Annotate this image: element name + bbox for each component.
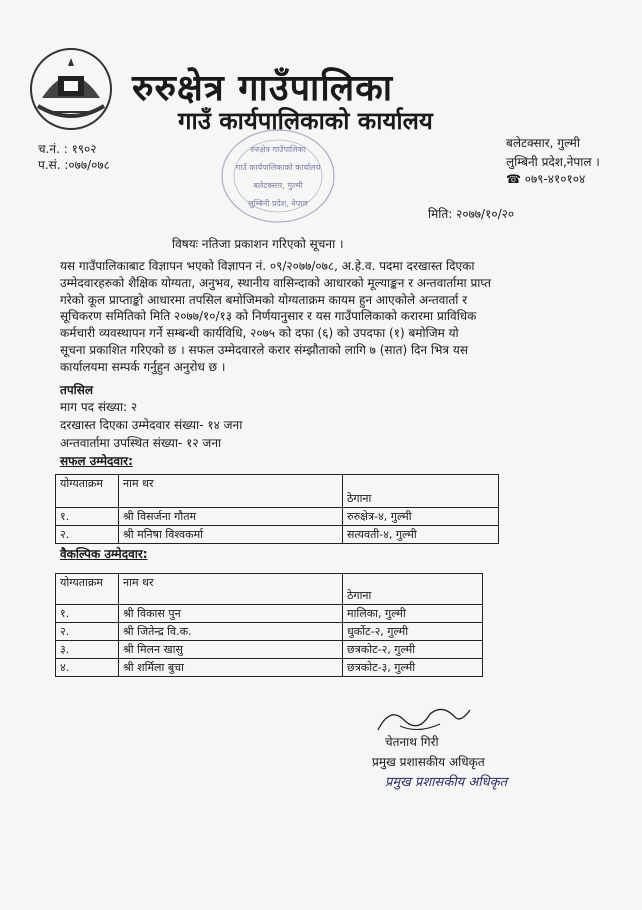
address-cell: रुरुक्षेत्र-४, गुल्मी: [343, 508, 499, 526]
table-row: [56, 659, 483, 677]
applicants-count: दरखास्त दिएका उम्मेदवार संख्या- १४ जना: [60, 418, 243, 432]
rank-cell: १.: [56, 605, 119, 623]
body-line: उम्मेदवारहरुको शैक्षिक योग्यता, अनुभव, स्थानीय वासिन्दाको आधारको मूल्याङ्कन र अन्तवार्तामा प्राप्त: [60, 275, 491, 290]
body-line: सूचिकरण समितिको मिति २०७७/१०/१३ को निर्णयानुसार र यस गाउँपालिकाको करारमा प्राविधिक: [60, 309, 477, 324]
rank-cell: २.: [56, 623, 119, 641]
body-line: गरेको कूल प्राप्ताङ्को आधारमा तपसिल बमोजिमको योग्यताक्रम कायम हुन आएकोले अन्तवार्ता र: [60, 292, 468, 307]
table-row: [56, 623, 483, 641]
body-line: सूचना प्रकाशित गरिएको छ । सफल उम्मेदवारले करार संम्झौताको लागि ७ (सात) दिन भित्र यस: [60, 342, 468, 357]
table-header-row: [56, 574, 483, 605]
municipality-title: रुरुक्षेत्र गाउँपालिका: [132, 68, 394, 109]
table-row: [56, 508, 499, 526]
name-cell: श्री जितेन्द्र वि.क.: [119, 623, 343, 641]
office-title: गाउँ कार्यपालिकाको कार्यालय: [178, 107, 433, 135]
details-heading: तपसिल: [60, 383, 94, 397]
address-cell: धुर्कोट-२, गुल्मी: [343, 623, 483, 641]
column-header: नाम थर: [119, 475, 343, 508]
subject-line: विषयः नतिजा प्रकाशन गरिएको सूचना ।: [172, 237, 344, 251]
name-cell: श्री विकास पुन: [119, 605, 343, 623]
column-header: ठेगाना: [343, 574, 483, 605]
successful-heading: सफल उम्मेदवार:: [60, 454, 133, 468]
address-cell: छत्रकोट-२, गुल्मी: [343, 641, 483, 659]
present-count: अन्तवार्तामा उपस्थित संख्या- १२ जना: [60, 436, 222, 450]
name-cell: श्री विसर्जना गौतम: [119, 508, 343, 526]
office-stamp: [218, 126, 338, 226]
successful-candidates-table: [55, 474, 499, 544]
name-cell: श्री मिलन खासु: [119, 641, 343, 659]
fiscal-year: प.सं. :०७७/०७८: [38, 158, 110, 172]
stamp-line-3: बलेटक्सार, गुल्मी: [253, 181, 303, 190]
nepal-emblem-logo: [28, 46, 114, 132]
reference-number: च.नं. : १९०२: [38, 142, 97, 156]
rank-cell: ४.: [56, 659, 119, 677]
table-row: [56, 605, 483, 623]
table-row: [56, 641, 483, 659]
alternate-candidates-table: [55, 573, 483, 677]
column-header: नाम थर: [119, 574, 343, 605]
body-line: कर्मचारी व्यवस्थापन गर्ने सम्बन्धी कार्यविधि, २०७५ को दफा (६) को उपदफा (१) बमोजिम यो: [60, 326, 459, 341]
stamp-line-2: गाउँ कार्यपालिकाको कार्यालय: [235, 163, 321, 172]
table-row: [56, 526, 499, 544]
stamp-line-4: लुम्बिनी प्रदेश, नेपाल: [248, 199, 308, 208]
rank-cell: ३.: [56, 641, 119, 659]
address-cell: सत्यवती-४, गुल्मी: [343, 526, 499, 544]
column-header: ठेगाना: [343, 475, 499, 508]
notice-body: [60, 258, 582, 376]
date: मिति: २०७७/१०/२०: [428, 207, 515, 221]
rank-cell: २.: [56, 526, 119, 544]
address-line-2: लुम्बिनी प्रदेश,नेपाल ।: [506, 155, 600, 169]
column-header: योग्यताक्रम: [56, 475, 119, 508]
address-line-1: बलेटक्सार, गुल्मी: [506, 136, 580, 150]
body-line: कार्यालयमा सम्पर्क गर्नुहुन अनुरोध छ ।: [60, 359, 226, 374]
signatory-post: प्रमुख प्रशासकीय अधिकृत: [372, 755, 485, 769]
body-line: यस गाउँपालिकाबाट विज्ञापन भएको विज्ञापन नं. ०९/२०७७/०७८, अ.हे.व. पदमा दरखास्त दिएका: [60, 259, 475, 273]
address-cell: छत्रकोट-३, गुल्मी: [343, 659, 483, 677]
stamp-line-1: रुरुक्षेत्र गाउँपालिका: [250, 145, 306, 154]
column-header: योग्यताक्रम: [56, 574, 119, 605]
posts-count: माग पद संख्या: २: [60, 400, 138, 414]
address-cell: मालिका, गुल्मी: [343, 605, 483, 623]
signatory-name: चेतनाथ गिरी: [385, 735, 439, 749]
rank-cell: १.: [56, 508, 119, 526]
table-header-row: [56, 475, 499, 508]
name-cell: श्री मनिषा विश्वकर्मा: [119, 526, 343, 544]
signatory-post-stamp: प्रमुख प्रशासकीय अधिकृत: [385, 775, 508, 790]
alternate-heading: वैकल्पिक उम्मेदवार:: [60, 547, 148, 561]
name-cell: श्री शर्मिला बुचा: [119, 659, 343, 677]
phone-number: ☎ ०७९-४१०१०४: [506, 172, 586, 186]
